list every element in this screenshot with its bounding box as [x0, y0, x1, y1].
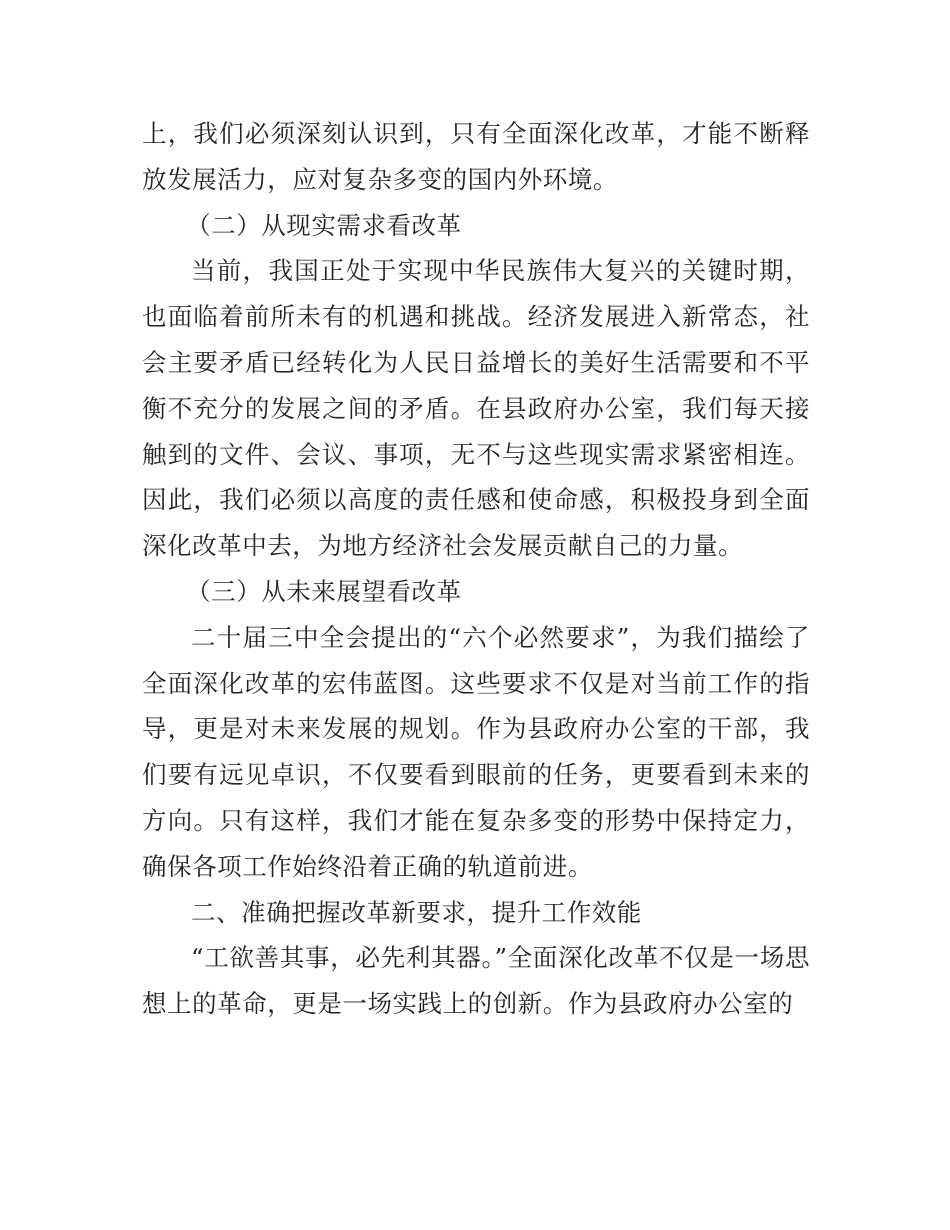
section-subheading-3: （三）从未来展望看改革 [186, 576, 462, 606]
section-subheading-2: （二）从现实需求看改革 [186, 210, 462, 240]
paragraph-continued: 上，我们必须深刻认识到，只有全面深化改革，才能不断释放发展活力，应对复杂多变的国内外环境。 [142, 119, 810, 194]
document-page [142, 111, 810, 1027]
paragraph-current-needs: 当前，我国正处于实现中华民族伟大复兴的关键时期，也面临着前所未有的机遇和挑战。经济发展进入新常态，社会主要矛盾已经转化为人民日益增长的美好生活需要和不平衡不充分的发展之间的矛盾。在县政府办公室，我们每天接触到的文件、会议、事项，无不与这些现实需求紧密相连。因此，我们必须以高度的责任感和使命感，积极投身到全面深化改革中去，为地方经济社会发展贡献自己的力量。 [142, 256, 810, 561]
section-heading-2: 二、准确把握改革新要求，提升工作效能 [191, 897, 642, 927]
paragraph-requirements: “工欲善其事，必先利其器。”全面深化改革不仅是一场思想上的革命，更是一场实践上的创新。作为县政府办公室的 [142, 943, 810, 1019]
paragraph-future-outlook: 二十届三中全会提出的“六个必然要求”，为我们描绘了全面深化改革的宏伟蓝图。这些要求不仅是对当前工作的指导，更是对未来发展的规划。作为县政府办公室的干部，我们要有远见卓识，不仅要看到眼前的任务，更要看到未来的方向。只有这样，我们才能在复杂多变的形势中保持定力，确保各项工作始终沿着正确的轨道前进。 [142, 622, 810, 881]
